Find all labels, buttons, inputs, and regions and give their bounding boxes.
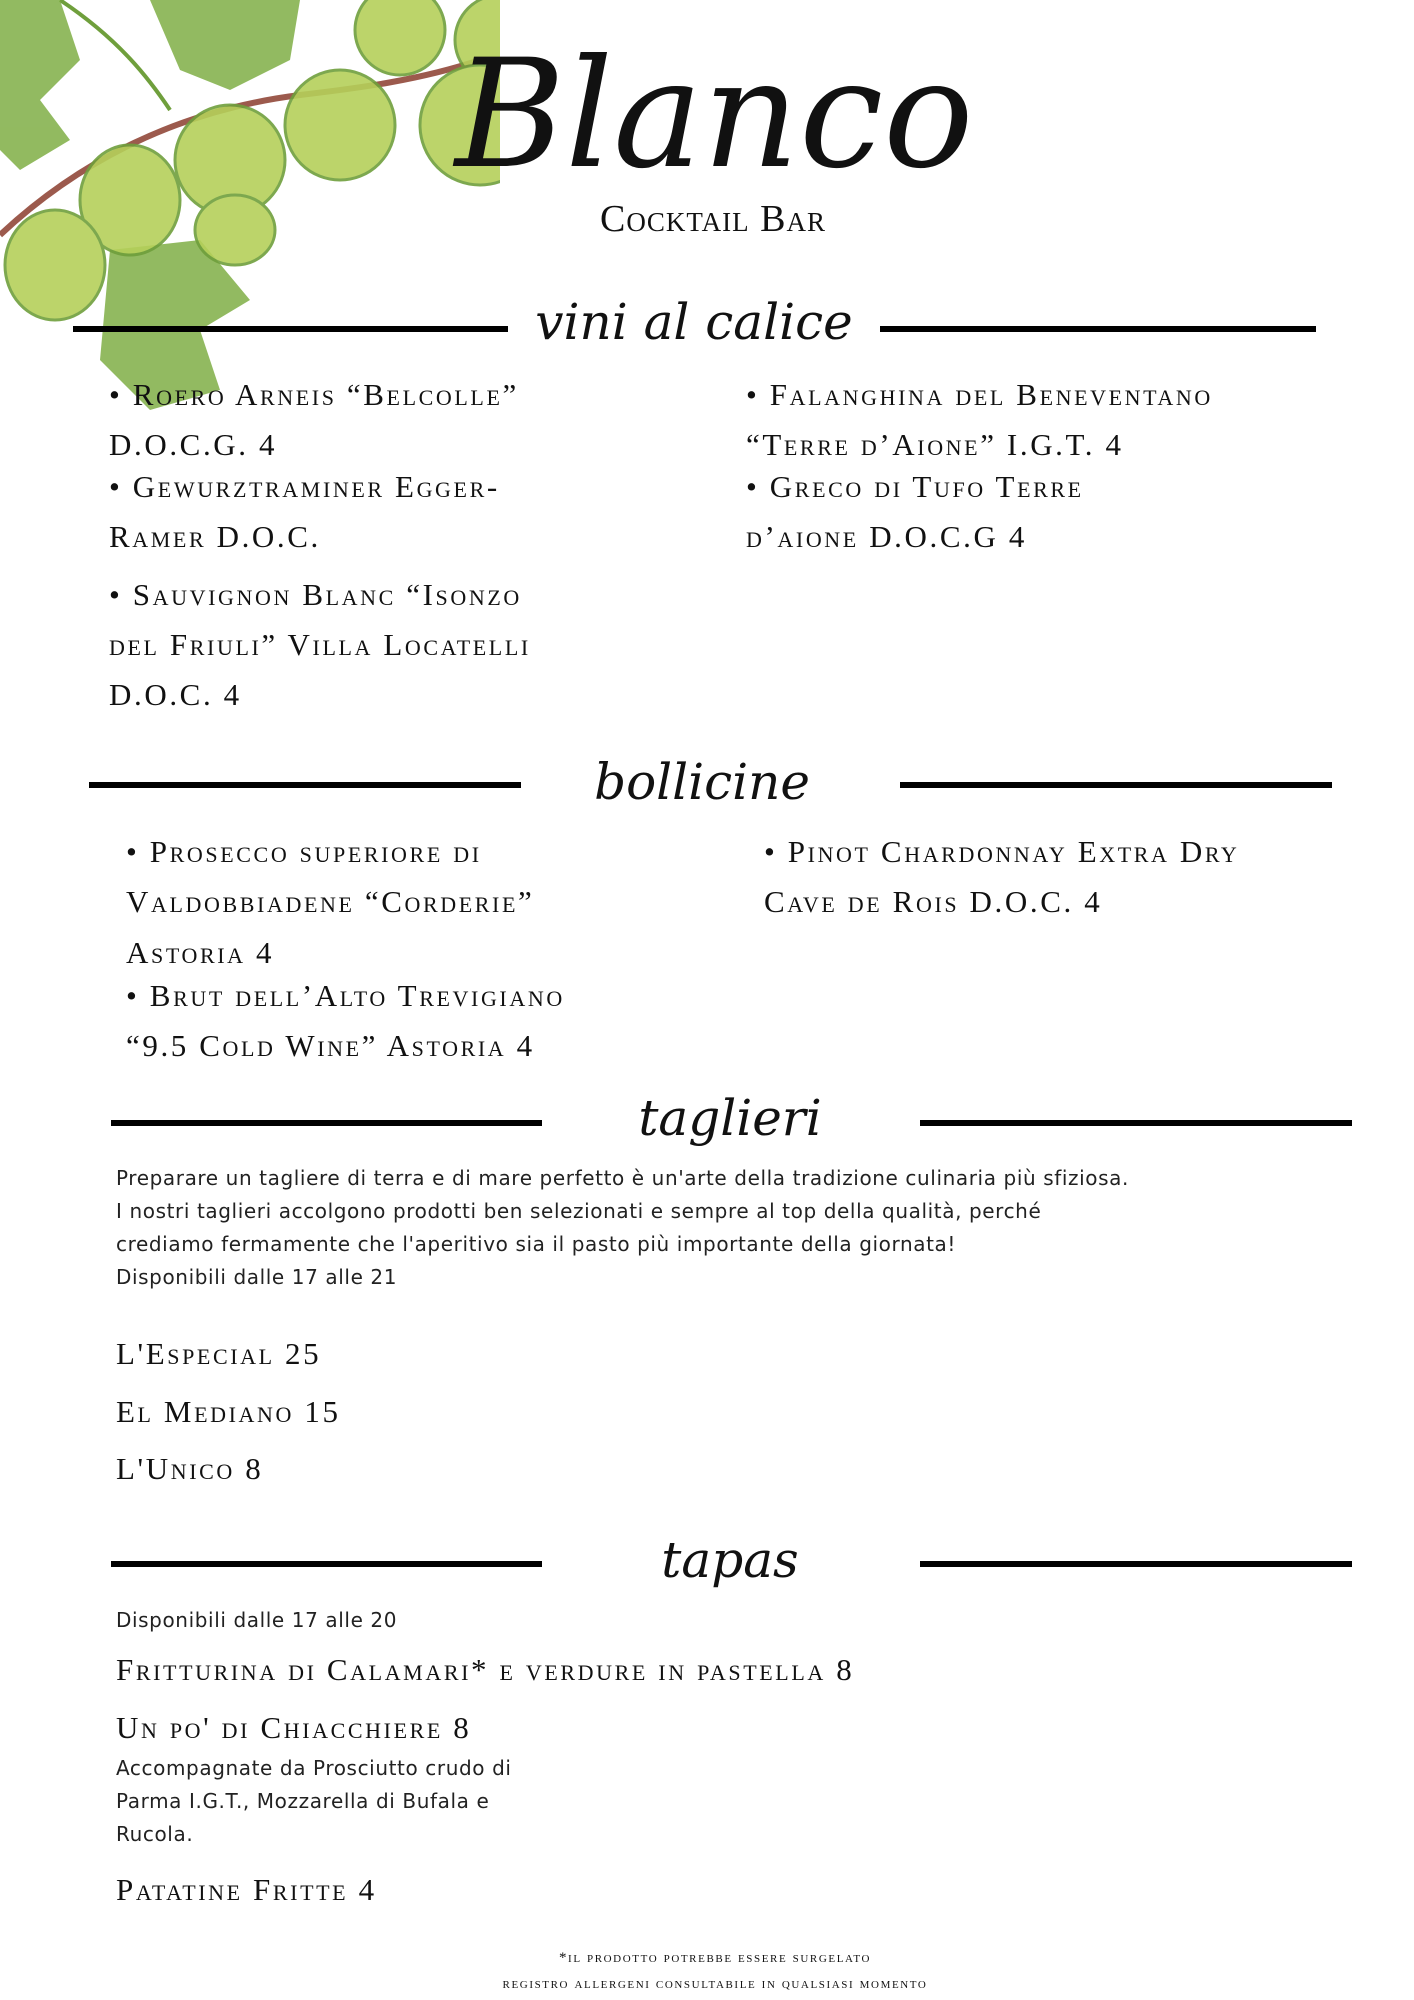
bar-subtitle: Cocktail Bar <box>599 198 827 240</box>
section-title-taglieri: taglieri <box>638 1089 822 1147</box>
description-line: Parma I.G.T., Mozzarella di Bufala e <box>116 1789 490 1813</box>
wine-item: • Greco di Tufo Terre <box>746 469 1084 504</box>
wine-item: • Brut dell’Alto Trevigiano <box>126 978 565 1013</box>
section-divider <box>73 326 508 332</box>
section-divider <box>89 782 521 788</box>
wine-item-continued: Cave de Rois D.O.C. 4 <box>764 884 1103 919</box>
wine-item: • Gewurztraminer Egger- <box>109 469 500 504</box>
wine-item: • Falanghina del Beneventano <box>746 377 1213 412</box>
wine-item-continued: Valdobbiadene “Corderie” <box>126 884 535 919</box>
section-divider <box>900 782 1332 788</box>
availability-text: Disponibili dalle 17 alle 21 <box>116 1265 398 1289</box>
menu-item: Fritturina di Calamari* e verdure in pastella 8 <box>116 1652 855 1687</box>
wine-item-continued: D.O.C.G. 4 <box>109 427 278 462</box>
wine-item-continued: del Friuli” Villa Locatelli <box>109 627 531 662</box>
section-divider <box>880 326 1316 332</box>
wine-item-continued: Ramer D.O.C. <box>109 519 321 554</box>
grape-branch-illustration <box>0 0 500 420</box>
menu-item: Patatine Fritte 4 <box>116 1872 377 1907</box>
wine-item: • Pinot Chardonnay Extra Dry <box>764 834 1240 869</box>
availability-text: Disponibili dalle 17 alle 20 <box>116 1608 398 1632</box>
footer-note: *il prodotto potrebbe essere surgelato <box>558 1950 872 1966</box>
section-divider <box>920 1120 1352 1126</box>
bar-title: Blanco <box>455 28 974 202</box>
menu-item: Un po' di Chiacchiere 8 <box>116 1710 472 1745</box>
menu-item: El Mediano 15 <box>116 1394 341 1429</box>
description-line: Preparare un tagliere di terra e di mare perfetto è un'arte della tradizione culinaria più sfiziosa. <box>116 1166 1129 1190</box>
section-title-vini: vini al calice <box>535 293 853 351</box>
menu-item: L'Unico 8 <box>116 1451 264 1486</box>
description-line: Rucola. <box>116 1822 194 1846</box>
wine-item-continued: “9.5 Cold Wine” Astoria 4 <box>126 1028 535 1063</box>
section-divider <box>111 1561 542 1567</box>
wine-item: • Sauvignon Blanc “Isonzo <box>109 577 522 612</box>
section-divider <box>111 1120 542 1126</box>
footer-allergens: registro allergeni consultabile in qualsiasi momento <box>502 1976 928 1992</box>
wine-item-continued: Astoria 4 <box>126 935 275 970</box>
item-description <box>116 1752 512 1851</box>
menu-item: L'Especial 25 <box>116 1336 322 1371</box>
wine-item-continued: d’aione D.O.C.G 4 <box>746 519 1027 554</box>
wine-item-continued: “Terre d’Aione” I.G.T. 4 <box>746 427 1124 462</box>
section-title-bollicine: bollicine <box>594 753 810 811</box>
section-divider <box>920 1561 1352 1567</box>
section-title-tapas: tapas <box>661 1531 799 1589</box>
taglieri-description <box>116 1162 1129 1294</box>
wine-item: • Roero Arneis “Belcolle” <box>109 377 519 412</box>
wine-item: • Prosecco superiore di <box>126 834 482 869</box>
description-line: crediamo fermamente che l'aperitivo sia il pasto più importante della giornata! <box>116 1232 956 1256</box>
wine-item-continued: D.O.C. 4 <box>109 677 242 712</box>
description-line: I nostri taglieri accolgono prodotti ben selezionati e sempre al top della qualità, perché <box>116 1199 1042 1223</box>
description-line: Accompagnate da Prosciutto crudo di <box>116 1756 512 1780</box>
